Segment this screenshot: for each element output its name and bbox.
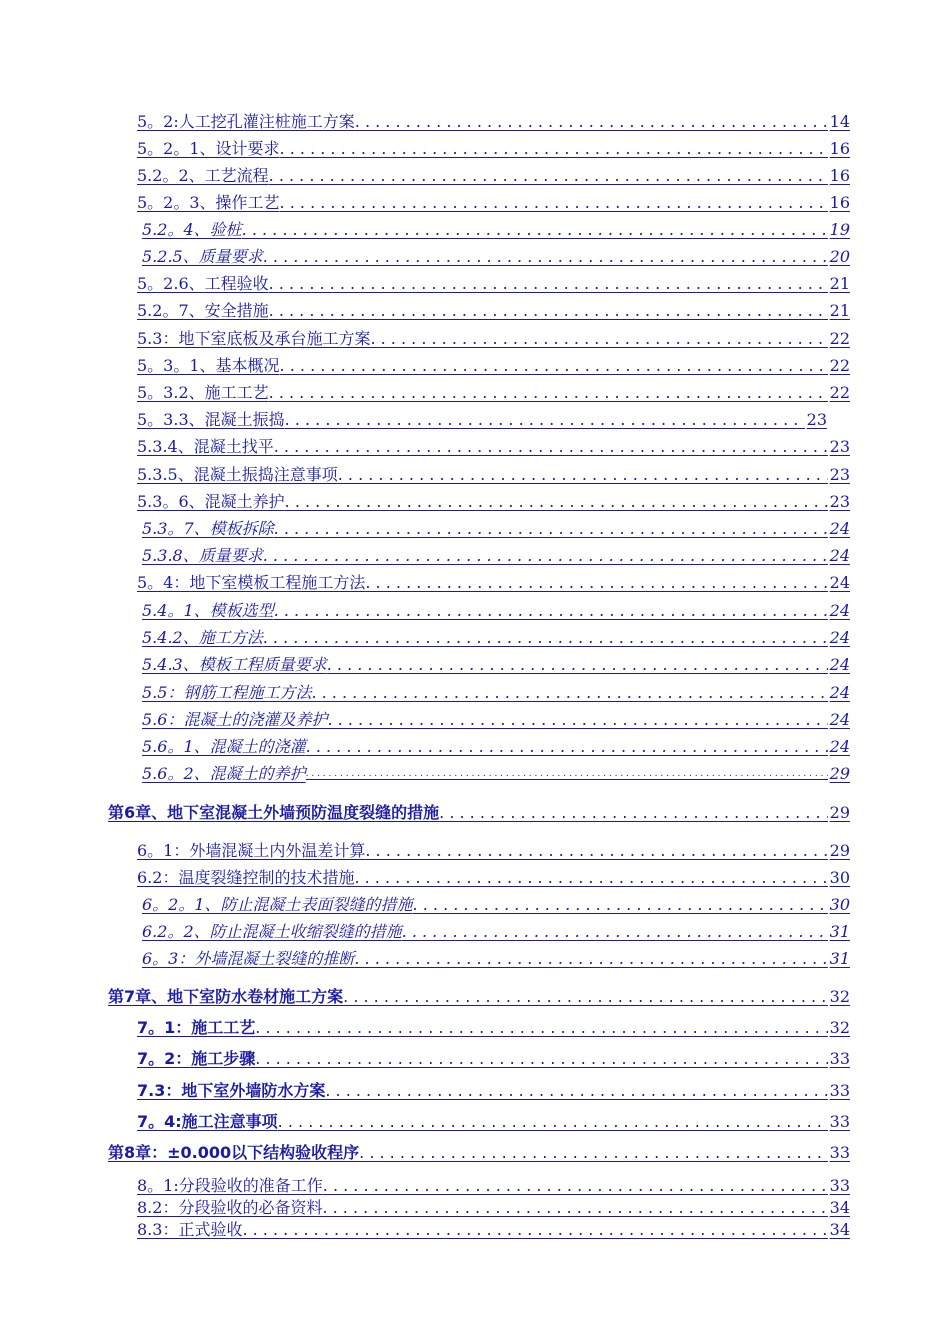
toc-entry[interactable] — [137, 1175, 850, 1197]
toc-entry-label: 第6章、地下室混凝土外墙预防温度裂缝的措施 — [108, 803, 440, 822]
toc-entry-label: 7。2：施工步骤 — [137, 1049, 256, 1068]
toc-page-number: 24 — [829, 546, 850, 565]
toc-leader — [325, 1080, 827, 1102]
toc-page-number: 33 — [829, 1081, 850, 1100]
toc-entry-label: 5.3.4、混凝土找平 — [137, 437, 274, 456]
toc-entry[interactable] — [137, 382, 850, 404]
toc-entry-label: 5.6：混凝土的浇灌及养护 — [142, 710, 328, 729]
toc-chapter-entry[interactable] — [108, 986, 850, 1008]
toc-page-number: 22 — [829, 356, 850, 375]
toc-entry-label: 5.2。7、安全措施 — [137, 301, 269, 320]
toc-page-number: 31 — [829, 949, 850, 968]
toc-page-number: 21 — [829, 274, 850, 293]
toc-leader — [280, 138, 828, 160]
toc-page-number: 22 — [829, 329, 850, 348]
toc-page-number: 16 — [829, 139, 850, 158]
toc-entry[interactable] — [137, 165, 850, 187]
toc-entry[interactable] — [137, 1219, 850, 1241]
toc-entry-label: 7.3：地下室外墙防水方案 — [137, 1081, 326, 1100]
toc-entry-label: 5.4.2、施工方法 — [142, 628, 263, 647]
toc-page-number: 23 — [829, 465, 850, 484]
toc-leader — [269, 273, 828, 295]
toc-entry-label: 5。2。1、设计要求 — [137, 139, 280, 158]
toc-entry-label: 5。2。3、操作工艺 — [137, 193, 280, 212]
toc-entry-label: 5。3.2、施工工艺 — [137, 383, 269, 402]
toc-entry[interactable] — [137, 273, 850, 295]
toc-entry-label: 5.3.8、质量要求 — [142, 546, 263, 565]
toc-chapter-entry[interactable] — [108, 802, 850, 824]
toc-leader — [274, 600, 828, 622]
toc-entry[interactable] — [142, 736, 850, 758]
toc-page-number: 33 — [829, 1112, 850, 1131]
toc-page-number: 16 — [829, 166, 850, 185]
toc-entry[interactable] — [137, 572, 850, 594]
toc-entry-label: 5.3：地下室底板及承台施工方案 — [137, 329, 371, 348]
toc-entry-label: 5。2.6、工程验收 — [137, 274, 269, 293]
toc-entry-label: 5.6。1、混凝土的浇灌 — [142, 737, 306, 756]
toc-leader — [306, 763, 828, 785]
toc-entry[interactable] — [142, 600, 850, 622]
toc-entry[interactable] — [142, 709, 850, 731]
toc-entry[interactable] — [142, 654, 850, 676]
toc-page-number: 23 — [829, 437, 850, 456]
toc-entry-label: 6.2。2、防止混凝土收缩裂缝的措施 — [142, 922, 402, 941]
toc-entry[interactable] — [137, 840, 850, 862]
toc-page-number: 30 — [829, 895, 850, 914]
toc-page-number: 19 — [829, 220, 850, 239]
toc-leader — [402, 921, 828, 943]
toc-leader — [263, 627, 828, 649]
toc-page-number: 29 — [829, 764, 850, 783]
toc-page-number: 32 — [829, 987, 850, 1006]
toc-leader — [439, 802, 828, 824]
toc-entry[interactable] — [142, 545, 850, 567]
toc-entry[interactable] — [142, 682, 850, 704]
toc-leader — [359, 1142, 827, 1164]
toc-entry[interactable] — [142, 921, 850, 943]
toc-leader — [274, 436, 828, 458]
toc-entry[interactable] — [137, 300, 850, 322]
toc-leader — [338, 464, 828, 486]
toc-leader — [327, 654, 828, 676]
toc-page-number: 33 — [829, 1143, 850, 1162]
toc-leader — [242, 219, 828, 241]
toc-entry-label: 5.2.5、质量要求 — [142, 247, 263, 266]
toc-page-number: 34 — [829, 1198, 850, 1217]
toc-entry-label: 5.4。1、模板选型 — [142, 601, 274, 620]
toc-entry[interactable] — [142, 627, 850, 649]
toc-leader — [365, 840, 827, 862]
toc-leader — [242, 1219, 827, 1241]
toc-entry-label: 6.2：温度裂缝控制的技术措施 — [137, 868, 355, 887]
toc-entry-label: 5.4.3、模板工程质量要求 — [142, 655, 327, 674]
toc-entry[interactable] — [142, 246, 850, 268]
toc-entry-label: 5。3.3、混凝土振捣 — [137, 410, 285, 429]
toc-page-number: 24 — [829, 628, 850, 647]
toc-leader — [311, 682, 827, 704]
toc-leader — [306, 736, 828, 758]
toc-page-number: 24 — [829, 601, 850, 620]
toc-entry-label: 6。2。1、防止混凝土表面裂缝的措施 — [142, 895, 413, 914]
toc-leader — [413, 894, 828, 916]
toc-entry[interactable] — [137, 436, 850, 458]
toc-page-number: 29 — [829, 841, 850, 860]
toc-page-number: 24 — [829, 573, 850, 592]
toc-entry[interactable] — [137, 1017, 850, 1039]
toc-page-number: 34 — [829, 1220, 850, 1239]
toc-entry[interactable] — [142, 763, 850, 785]
toc-leader — [269, 165, 828, 187]
toc-leader — [278, 1111, 828, 1133]
toc-entry[interactable] — [137, 328, 850, 350]
toc-leader — [285, 491, 828, 513]
toc-entry[interactable] — [137, 192, 850, 214]
toc-entry-label: 5.2。2、工艺流程 — [137, 166, 269, 185]
toc-page-number: 24 — [829, 683, 850, 702]
toc-entry-label: 5.3。6、混凝土养护 — [137, 492, 285, 511]
toc-entry[interactable] — [142, 894, 850, 916]
toc-page-number: 23 — [829, 492, 850, 511]
toc-leader — [255, 1017, 827, 1039]
toc-page-number: 16 — [829, 193, 850, 212]
toc-entry[interactable] — [137, 867, 850, 889]
toc-entry[interactable] — [137, 111, 850, 133]
toc-entry-label: 7。4:施工注意事项 — [137, 1112, 278, 1131]
toc-leader — [255, 1048, 827, 1070]
toc-leader — [354, 867, 827, 889]
toc-entry[interactable] — [137, 409, 827, 431]
toc-page-number: 21 — [829, 301, 850, 320]
toc-page-number: 20 — [829, 247, 850, 266]
toc-leader — [280, 192, 828, 214]
toc-entry[interactable] — [137, 1048, 850, 1070]
toc-entry-label: 第7章、地下室防水卷材施工方案 — [108, 987, 344, 1006]
toc-leader — [263, 545, 828, 567]
toc-entry-label: 6。3：外墙混凝土裂缝的推断 — [142, 949, 355, 968]
toc-page-number: 33 — [829, 1176, 850, 1195]
toc-entry-label: 5。4：地下室模板工程施工方法 — [137, 573, 366, 592]
toc-entry[interactable] — [137, 464, 850, 486]
toc-entry[interactable] — [137, 355, 850, 377]
toc-page-number: 30 — [829, 868, 850, 887]
toc-entry-label: 5。3。1、基本概况 — [137, 356, 280, 375]
toc-entry-label: 8.2：分段验收的必备资料 — [137, 1198, 323, 1217]
toc-entry-label: 5.3。7、模板拆除 — [142, 519, 274, 538]
toc-leader — [354, 948, 827, 970]
toc-leader — [323, 1175, 828, 1197]
toc-leader — [280, 355, 828, 377]
toc-entry-label: 5.5：钢筋工程施工方法 — [142, 683, 312, 702]
toc-entry-label: 第8章：±0.000以下结构验收程序 — [108, 1143, 360, 1162]
toc-leader — [274, 518, 828, 540]
toc-leader — [327, 709, 827, 731]
toc-entry-label: 5.2。4、验桩 — [142, 220, 242, 239]
toc-page-number: 22 — [829, 383, 850, 402]
toc-entry[interactable] — [137, 1197, 850, 1219]
toc-chapter-entry[interactable] — [108, 1142, 850, 1164]
toc-entry-label: 7。1：施工工艺 — [137, 1018, 256, 1037]
toc-entry-label: 6。1：外墙混凝土内外温差计算 — [137, 841, 366, 860]
toc-entry-label: 5.3.5、混凝土振捣注意事项 — [137, 465, 338, 484]
toc-entry-label: 8.3：正式验收 — [137, 1220, 243, 1239]
toc-entry[interactable] — [137, 1080, 850, 1102]
toc-page-number: 31 — [829, 922, 850, 941]
toc-page-number: 14 — [829, 112, 850, 131]
toc-page-number: 24 — [829, 655, 850, 674]
toc-page-number: 33 — [829, 1049, 850, 1068]
toc-page-number: 24 — [829, 519, 850, 538]
toc-entry-label: 8。1:分段验收的准备工作 — [137, 1176, 323, 1195]
toc-page-number: 29 — [829, 803, 850, 822]
toc-leader — [370, 328, 827, 350]
toc-leader — [343, 986, 828, 1008]
toc-leader — [269, 300, 828, 322]
toc-page-number: 24 — [829, 710, 850, 729]
toc-entry[interactable] — [142, 518, 850, 540]
toc-entry[interactable] — [142, 948, 850, 970]
toc-entry[interactable] — [137, 1111, 850, 1133]
toc-entry-label: 5.6。2、混凝土的养护 — [142, 764, 306, 783]
toc-page-number: 32 — [829, 1018, 850, 1037]
toc-entry[interactable] — [137, 138, 850, 160]
toc-leader — [269, 382, 828, 404]
toc-leader — [285, 409, 805, 431]
toc-leader — [355, 111, 828, 133]
toc-page-number: 23 — [806, 410, 827, 429]
toc-leader — [263, 246, 828, 268]
toc-leader — [365, 572, 827, 594]
toc-entry[interactable] — [142, 219, 850, 241]
toc-entry[interactable] — [137, 491, 850, 513]
toc-leader — [322, 1197, 827, 1219]
toc-entry-label: 5。2:人工挖孔灌注桩施工方案 — [137, 112, 355, 131]
toc-page-number: 24 — [829, 737, 850, 756]
